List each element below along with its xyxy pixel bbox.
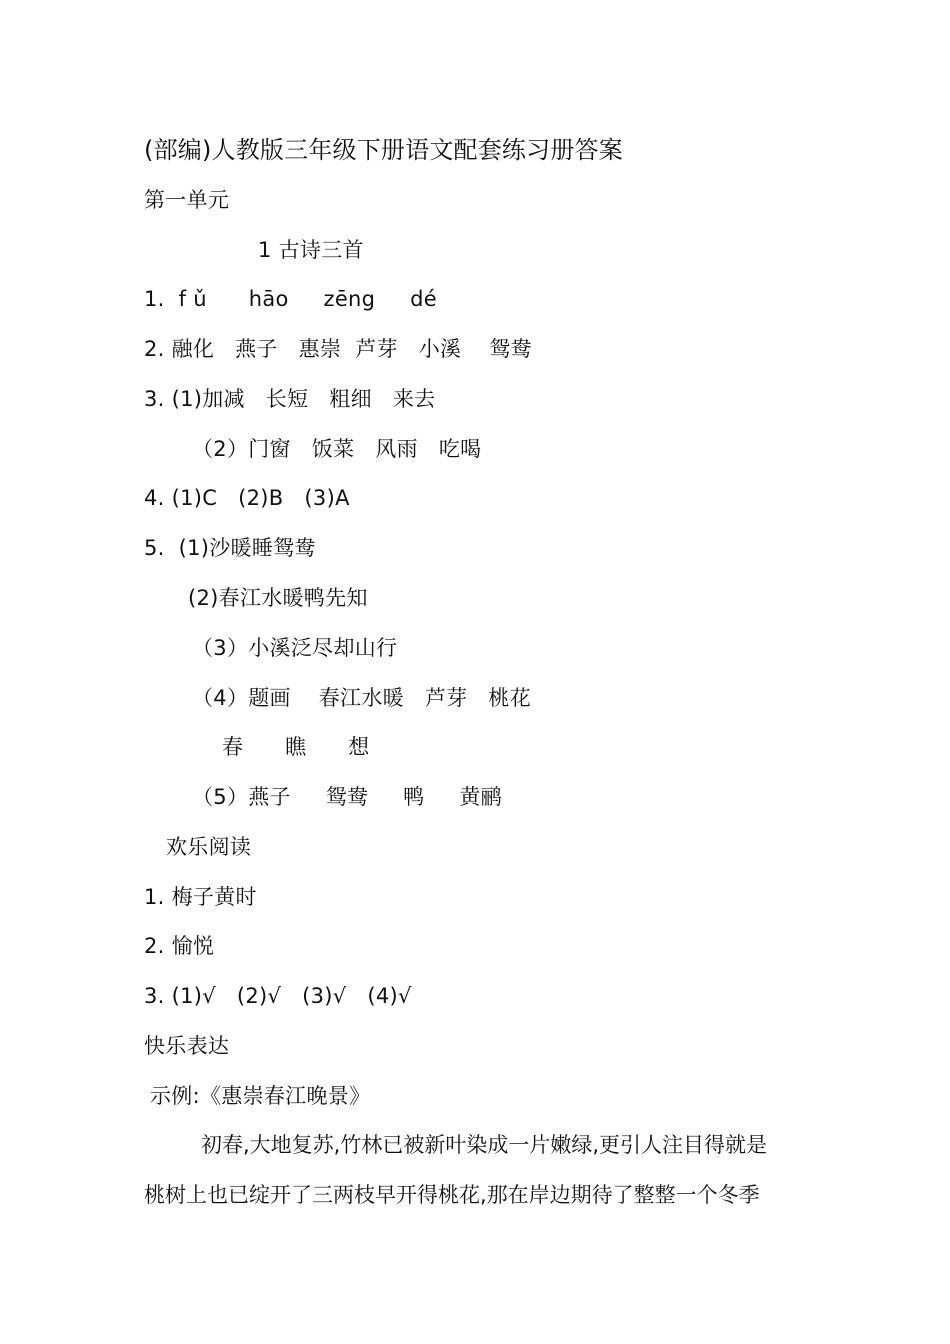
example-paragraph-line-2: 桃树上也已绽开了三两枝早开得桃花,那在岸边期待了整整一个冬季	[144, 1183, 760, 1207]
answer-q5-part2: (2)春江水暖鸭先知	[188, 586, 368, 610]
expression-heading: 快乐表达	[144, 1034, 230, 1058]
example-title: 示例:《惠崇春江晚景》	[150, 1084, 371, 1108]
answer-q4: 4. (1)C (2)B (3)A	[144, 486, 350, 510]
answer-q3-part1: 3. (1)加减 长短 粗细 来去	[144, 387, 436, 411]
answer-q5-part4: （4）题画 春江水暖 芦芽 桃花	[192, 686, 532, 710]
unit-heading: 第一单元	[144, 188, 230, 212]
answer-q2: 2. 融化 燕子 惠崇 芦芽 小溪 鸳鸯	[144, 337, 532, 361]
answer-q3-part2: （2）门窗 饭菜 风雨 吃喝	[192, 437, 482, 461]
answer-q5-part4-continued: 春 瞧 想	[222, 735, 370, 759]
reading-answer-1: 1. 梅子黄时	[144, 885, 257, 909]
reading-answer-2: 2. 愉悦	[144, 934, 215, 958]
reading-answer-3: 3. (1)√ (2)√ (3)√ (4)√	[144, 984, 412, 1008]
example-paragraph-line-1: 初春,大地复苏,竹林已被新叶染成一片嫩绿,更引人注目得就是	[201, 1133, 768, 1157]
document-title: (部编)人教版三年级下册语文配套练习册答案	[144, 136, 623, 164]
answer-q1: 1. f ǔ hāo zēng dé	[144, 287, 438, 311]
answer-q5-part3: （3）小溪泛尽却山行	[192, 636, 398, 660]
answer-q5-part5: （5）燕子 鸳鸯 鸭 黄鹂	[192, 785, 502, 809]
reading-heading: 欢乐阅读	[166, 835, 252, 859]
lesson-heading: 1 古诗三首	[258, 238, 364, 262]
answer-q5-part1: 5. (1)沙暖睡鸳鸯	[144, 536, 316, 560]
